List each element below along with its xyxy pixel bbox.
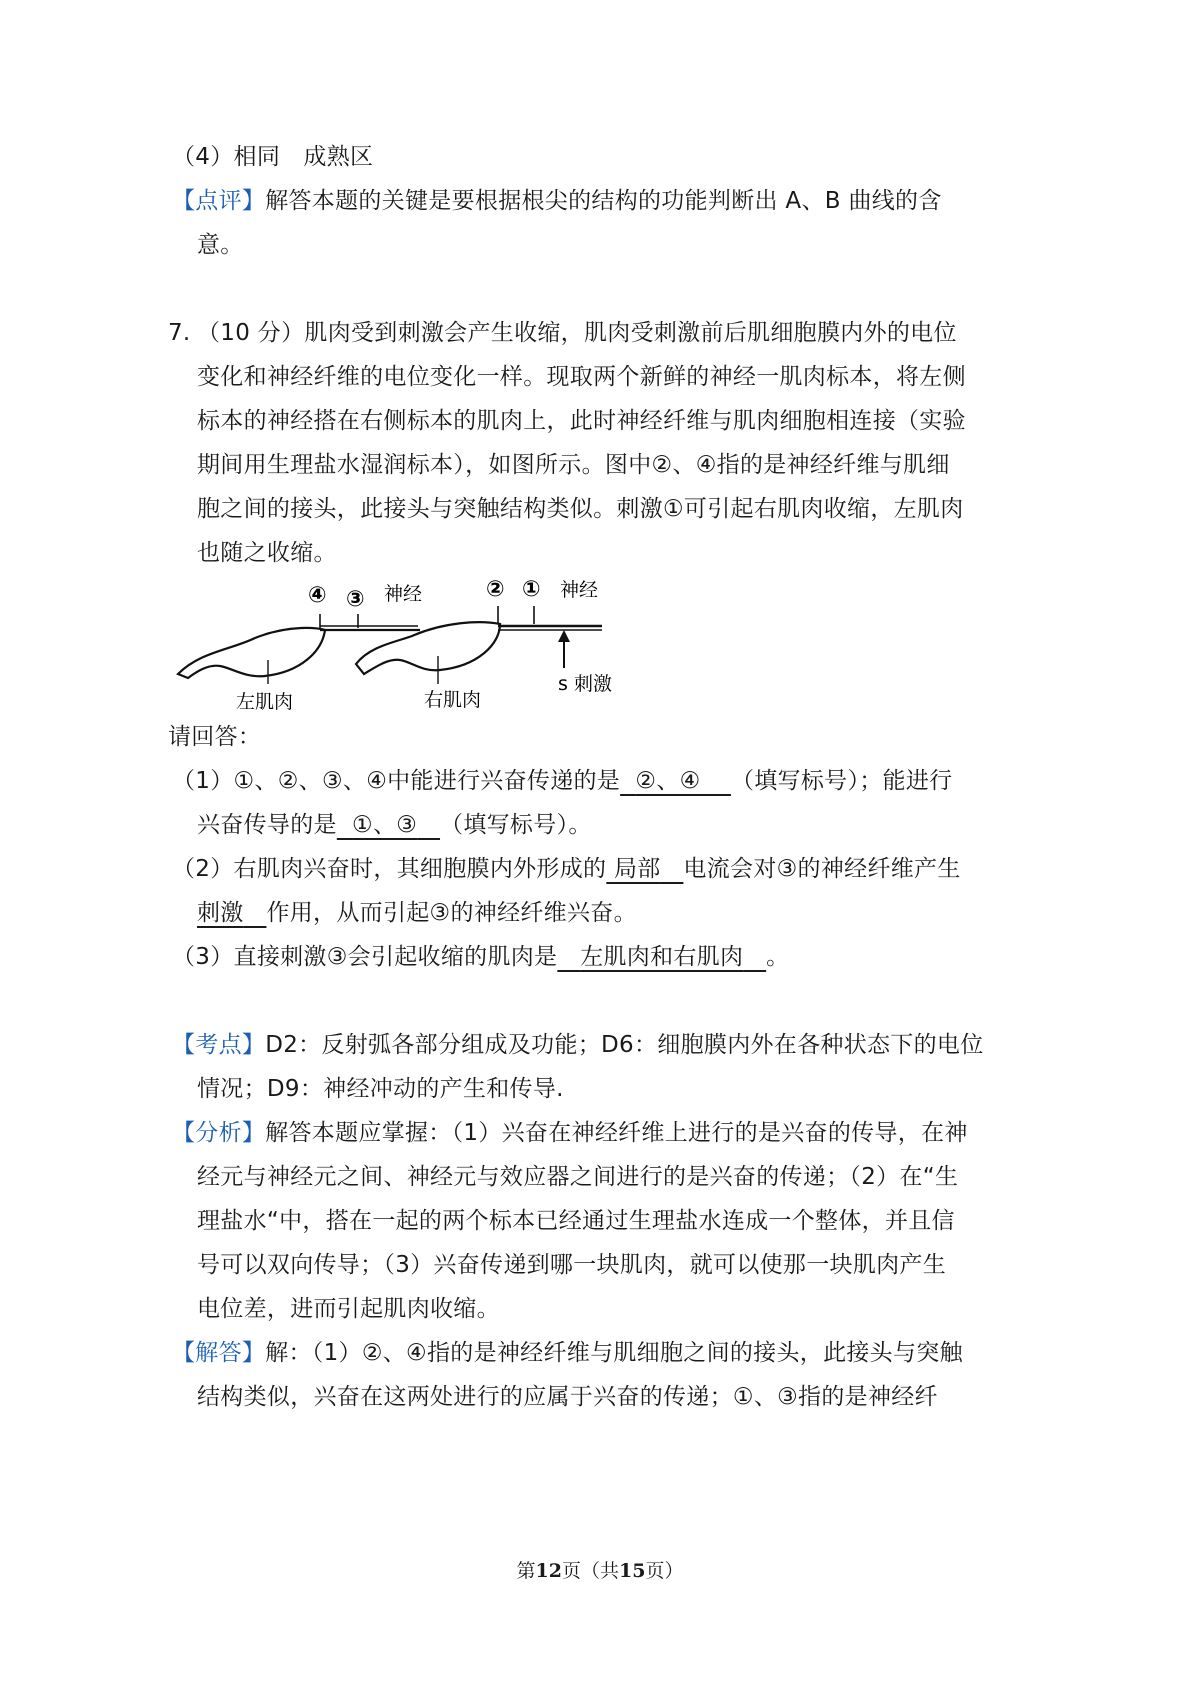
kaodian-tag: 【考点】 xyxy=(172,1032,266,1058)
stem-line-5: 胞之间的接头，此接头与突触结构类似。刺激①可引起右肌肉收缩，左肌肉 xyxy=(197,496,964,522)
answer-1-prefix: （1）①、②、③、④中能进行兴奋传递的是 xyxy=(172,768,621,794)
stem-line-2: 变化和神经纤维的电位变化一样。现取两个新鲜的神经一肌肉标本，将左侧 xyxy=(197,364,966,390)
answer-1-blank-2: ①、③ xyxy=(352,812,418,838)
question-number: 7. xyxy=(168,320,191,346)
kaodian-line-1 xyxy=(172,1023,984,1067)
answer-2-post: 电流会对③的神经纤维产生 xyxy=(683,856,961,882)
fenxi-tag: 【分析】 xyxy=(172,1120,266,1146)
answer-3-post: 。 xyxy=(766,944,790,970)
footer-total-pages: 15 xyxy=(619,1560,646,1582)
fenxi-line-4: 号可以双向传导；（3）兴奋传递到哪一块肌肉，就可以使那一块肌肉产生 xyxy=(197,1252,947,1278)
answer-2-line-1 xyxy=(172,847,961,891)
left-muscle-shape xyxy=(178,628,325,678)
answer-1-blank-1: ②、④ xyxy=(635,768,701,794)
answer-3-prefix: （3）直接刺激③会引起收缩的肌肉是 xyxy=(172,944,558,970)
answer-1-line-2 xyxy=(197,803,592,847)
answer-3-blank: 左肌肉和右肌肉 xyxy=(580,944,744,970)
footer-suffix: 页） xyxy=(645,1560,684,1582)
stem-line-3: 标本的神经搭在右侧标本的肌肉上，此时神经纤维与肌肉细胞相连接（实验 xyxy=(197,408,966,434)
jieda-line-1 xyxy=(172,1331,963,1375)
page-footer xyxy=(0,1556,1200,1583)
fig-label-nerve-left: 神经 xyxy=(384,583,423,605)
footer-prefix: 第 xyxy=(516,1560,536,1582)
please-answer: 请回答： xyxy=(168,724,262,750)
answer-2-line2-post: 作用，从而引起③的神经纤维兴奋。 xyxy=(266,900,637,926)
answer-4: （4）相同 成熟区 xyxy=(172,144,374,170)
jieda-text-1: 解：（1）②、④指的是神经纤维与肌细胞之间的接头，此接头与突触 xyxy=(265,1340,963,1366)
fenxi-text-1: 解答本题应掌握：（1）兴奋在神经纤维上进行的是兴奋的传导，在神 xyxy=(265,1120,968,1146)
answer-1-line-1 xyxy=(172,759,952,803)
answer-2-blank-1: 局部 xyxy=(613,856,661,882)
fig-label-stimulus: s 刺激 xyxy=(558,673,612,695)
fenxi-line-5: 电位差，进而引起肌肉收缩。 xyxy=(197,1296,500,1322)
jieda-line-2: 结构类似，兴奋在这两处进行的应属于兴奋的传递；①、③指的是神经纤 xyxy=(197,1384,938,1410)
answer-2-blank-2: 刺激 xyxy=(197,900,244,926)
answer-2-prefix: （2）右肌肉兴奋时，其细胞膜内外形成的 xyxy=(172,856,607,882)
jieda-tag: 【解答】 xyxy=(172,1340,266,1366)
stem-line-6: 也随之收缩。 xyxy=(197,540,337,566)
fenxi-line-1 xyxy=(172,1111,968,1155)
answer-1-line2-post: （填写标号）。 xyxy=(440,812,592,838)
kaodian-line-2: 情况；D9：神经冲动的产生和传导. xyxy=(197,1076,564,1102)
fenxi-line-3: 理盐水“中，搭在一起的两个标本已经通过生理盐水连成一个整体，并且信 xyxy=(197,1208,955,1234)
fig-label-left-muscle: 左肌肉 xyxy=(236,691,294,713)
fig-label-3: ③ xyxy=(346,587,365,612)
kaodian-text-1: D2：反射弧各部分组成及功能；D6：细胞膜内外在各种状态下的电位 xyxy=(265,1032,984,1058)
answer-2-line-2 xyxy=(197,891,637,935)
fig-label-right-muscle: 右肌肉 xyxy=(424,689,482,711)
answer-1-mid: （填写标号）；能进行 xyxy=(730,768,953,794)
fig-label-nerve-right: 神经 xyxy=(560,579,599,601)
stem-line-4: 期间用生理盐水湿润标本），如图所示。图中②、④指的是神经纤维与肌细 xyxy=(197,452,950,478)
footer-middle: 页（共 xyxy=(561,1560,619,1582)
answer-3-line xyxy=(172,935,789,979)
fig-label-4: ④ xyxy=(308,583,327,608)
review-line-2: 意。 xyxy=(197,232,244,258)
fig-label-1: ① xyxy=(522,577,541,602)
review-text-1: 解答本题的关键是要根据根尖的结构的功能判断出 A、B 曲线的含 xyxy=(265,188,942,214)
review-tag: 【点评】 xyxy=(172,188,266,214)
fenxi-line-2: 经元与神经元之间、神经元与效应器之间进行的是兴奋的传递；（2）在“生 xyxy=(197,1164,959,1190)
review-line-1 xyxy=(172,179,942,223)
nerve-muscle-figure xyxy=(160,572,620,720)
fig-label-2: ② xyxy=(486,577,505,602)
footer-page-number: 12 xyxy=(535,1560,562,1582)
answer-1-line2-prefix: 兴奋传导的是 xyxy=(197,812,337,838)
stem-line-1: （10 分）肌肉受到刺激会产生收缩，肌肉受刺激前后肌细胞膜内外的电位 xyxy=(197,320,957,346)
